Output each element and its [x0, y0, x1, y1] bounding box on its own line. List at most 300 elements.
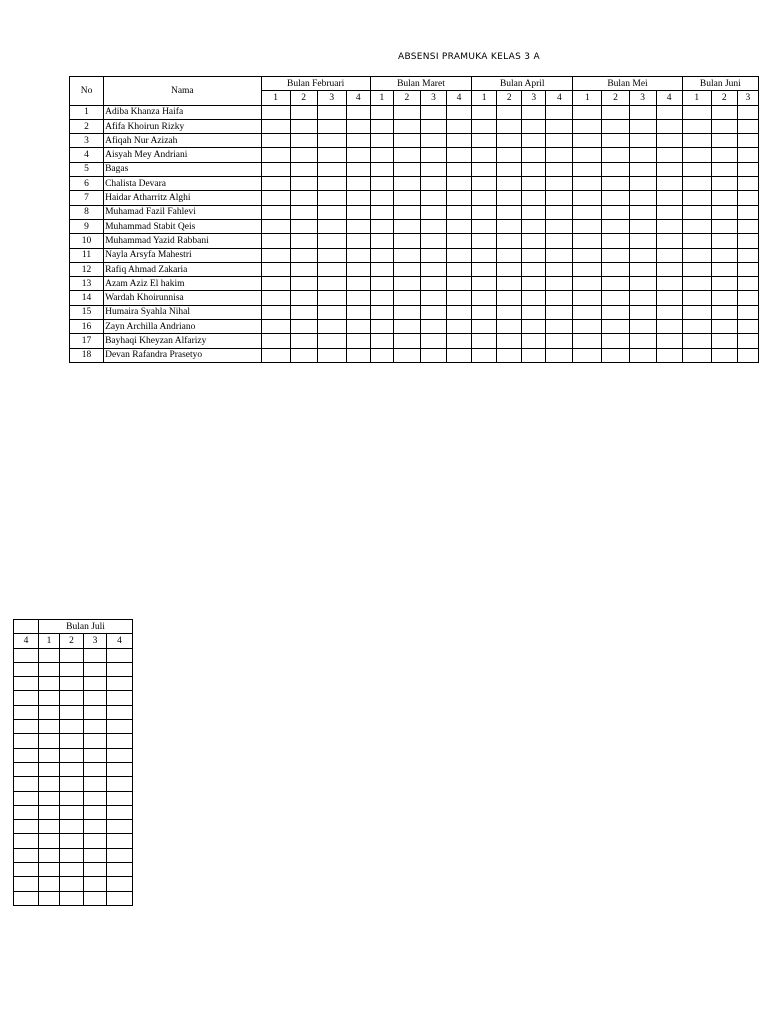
attendance-cell[interactable]	[420, 119, 446, 133]
attendance-cell[interactable]	[107, 805, 133, 819]
attendance-cell[interactable]	[546, 205, 573, 219]
attendance-cell[interactable]	[573, 119, 602, 133]
attendance-cell[interactable]	[629, 191, 656, 205]
attendance-cell[interactable]	[60, 734, 84, 748]
attendance-cell[interactable]	[602, 291, 629, 305]
attendance-cell[interactable]	[261, 205, 290, 219]
attendance-cell[interactable]	[682, 191, 711, 205]
attendance-cell[interactable]	[602, 105, 629, 119]
attendance-cell[interactable]	[573, 305, 602, 319]
attendance-cell[interactable]	[14, 734, 39, 748]
attendance-cell[interactable]	[629, 334, 656, 348]
attendance-cell[interactable]	[290, 162, 317, 176]
attendance-cell[interactable]	[39, 891, 60, 905]
attendance-cell[interactable]	[737, 234, 758, 248]
attendance-cell[interactable]	[573, 162, 602, 176]
attendance-cell[interactable]	[447, 162, 472, 176]
attendance-cell[interactable]	[370, 162, 393, 176]
attendance-cell[interactable]	[629, 219, 656, 233]
attendance-cell[interactable]	[346, 191, 370, 205]
attendance-cell[interactable]	[420, 205, 446, 219]
attendance-cell[interactable]	[107, 734, 133, 748]
attendance-cell[interactable]	[497, 219, 522, 233]
attendance-cell[interactable]	[370, 177, 393, 191]
attendance-cell[interactable]	[317, 291, 346, 305]
attendance-cell[interactable]	[393, 291, 420, 305]
attendance-cell[interactable]	[497, 348, 522, 362]
attendance-cell[interactable]	[393, 277, 420, 291]
attendance-cell[interactable]	[39, 648, 60, 662]
attendance-cell[interactable]	[522, 177, 546, 191]
attendance-cell[interactable]	[60, 834, 84, 848]
attendance-cell[interactable]	[602, 320, 629, 334]
attendance-cell[interactable]	[546, 191, 573, 205]
attendance-cell[interactable]	[711, 348, 737, 362]
attendance-cell[interactable]	[84, 820, 107, 834]
attendance-cell[interactable]	[14, 820, 39, 834]
attendance-cell[interactable]	[370, 119, 393, 133]
attendance-cell[interactable]	[84, 834, 107, 848]
attendance-cell[interactable]	[497, 205, 522, 219]
attendance-cell[interactable]	[393, 191, 420, 205]
attendance-cell[interactable]	[682, 219, 711, 233]
attendance-cell[interactable]	[602, 248, 629, 262]
attendance-cell[interactable]	[656, 105, 682, 119]
attendance-cell[interactable]	[370, 134, 393, 148]
attendance-cell[interactable]	[84, 705, 107, 719]
attendance-cell[interactable]	[472, 291, 497, 305]
attendance-cell[interactable]	[370, 334, 393, 348]
attendance-cell[interactable]	[370, 348, 393, 362]
attendance-cell[interactable]	[39, 848, 60, 862]
attendance-cell[interactable]	[447, 177, 472, 191]
attendance-cell[interactable]	[60, 863, 84, 877]
attendance-cell[interactable]	[573, 262, 602, 276]
attendance-cell[interactable]	[60, 891, 84, 905]
attendance-cell[interactable]	[84, 848, 107, 862]
attendance-cell[interactable]	[107, 705, 133, 719]
attendance-cell[interactable]	[629, 119, 656, 133]
attendance-cell[interactable]	[602, 262, 629, 276]
attendance-cell[interactable]	[656, 320, 682, 334]
attendance-cell[interactable]	[346, 305, 370, 319]
attendance-cell[interactable]	[420, 348, 446, 362]
attendance-cell[interactable]	[261, 277, 290, 291]
attendance-cell[interactable]	[497, 248, 522, 262]
attendance-cell[interactable]	[290, 177, 317, 191]
attendance-cell[interactable]	[107, 791, 133, 805]
attendance-cell[interactable]	[60, 705, 84, 719]
attendance-cell[interactable]	[261, 119, 290, 133]
attendance-cell[interactable]	[107, 720, 133, 734]
attendance-cell[interactable]	[420, 191, 446, 205]
attendance-cell[interactable]	[737, 177, 758, 191]
attendance-cell[interactable]	[682, 277, 711, 291]
attendance-cell[interactable]	[346, 234, 370, 248]
attendance-cell[interactable]	[261, 219, 290, 233]
attendance-cell[interactable]	[737, 119, 758, 133]
attendance-cell[interactable]	[711, 148, 737, 162]
attendance-cell[interactable]	[107, 877, 133, 891]
attendance-cell[interactable]	[60, 848, 84, 862]
attendance-cell[interactable]	[39, 863, 60, 877]
attendance-cell[interactable]	[682, 291, 711, 305]
attendance-cell[interactable]	[39, 834, 60, 848]
attendance-cell[interactable]	[14, 791, 39, 805]
attendance-cell[interactable]	[346, 334, 370, 348]
attendance-cell[interactable]	[447, 334, 472, 348]
attendance-cell[interactable]	[602, 277, 629, 291]
attendance-cell[interactable]	[497, 291, 522, 305]
attendance-cell[interactable]	[472, 320, 497, 334]
attendance-cell[interactable]	[737, 162, 758, 176]
attendance-cell[interactable]	[737, 305, 758, 319]
attendance-cell[interactable]	[546, 177, 573, 191]
attendance-cell[interactable]	[393, 219, 420, 233]
attendance-cell[interactable]	[14, 863, 39, 877]
attendance-cell[interactable]	[317, 162, 346, 176]
attendance-cell[interactable]	[629, 105, 656, 119]
attendance-cell[interactable]	[261, 262, 290, 276]
attendance-cell[interactable]	[573, 134, 602, 148]
attendance-cell[interactable]	[447, 262, 472, 276]
attendance-cell[interactable]	[472, 348, 497, 362]
attendance-cell[interactable]	[420, 277, 446, 291]
attendance-cell[interactable]	[629, 291, 656, 305]
attendance-cell[interactable]	[546, 305, 573, 319]
attendance-cell[interactable]	[420, 262, 446, 276]
attendance-cell[interactable]	[737, 348, 758, 362]
attendance-cell[interactable]	[420, 305, 446, 319]
attendance-cell[interactable]	[370, 291, 393, 305]
attendance-cell[interactable]	[629, 320, 656, 334]
attendance-cell[interactable]	[39, 820, 60, 834]
attendance-cell[interactable]	[656, 334, 682, 348]
attendance-cell[interactable]	[447, 320, 472, 334]
attendance-cell[interactable]	[546, 277, 573, 291]
attendance-cell[interactable]	[84, 691, 107, 705]
attendance-cell[interactable]	[472, 277, 497, 291]
attendance-cell[interactable]	[546, 134, 573, 148]
attendance-cell[interactable]	[393, 305, 420, 319]
attendance-cell[interactable]	[107, 691, 133, 705]
attendance-cell[interactable]	[711, 248, 737, 262]
attendance-cell[interactable]	[546, 291, 573, 305]
attendance-cell[interactable]	[447, 248, 472, 262]
attendance-cell[interactable]	[420, 320, 446, 334]
attendance-cell[interactable]	[737, 291, 758, 305]
attendance-cell[interactable]	[629, 277, 656, 291]
attendance-cell[interactable]	[656, 191, 682, 205]
attendance-cell[interactable]	[573, 105, 602, 119]
attendance-cell[interactable]	[107, 662, 133, 676]
attendance-cell[interactable]	[346, 277, 370, 291]
attendance-cell[interactable]	[14, 677, 39, 691]
attendance-cell[interactable]	[573, 348, 602, 362]
attendance-cell[interactable]	[39, 677, 60, 691]
attendance-cell[interactable]	[290, 291, 317, 305]
attendance-cell[interactable]	[711, 191, 737, 205]
attendance-cell[interactable]	[14, 848, 39, 862]
attendance-cell[interactable]	[317, 305, 346, 319]
attendance-cell[interactable]	[629, 134, 656, 148]
attendance-cell[interactable]	[290, 148, 317, 162]
attendance-cell[interactable]	[711, 177, 737, 191]
attendance-cell[interactable]	[290, 134, 317, 148]
attendance-cell[interactable]	[420, 177, 446, 191]
attendance-cell[interactable]	[317, 105, 346, 119]
attendance-cell[interactable]	[84, 734, 107, 748]
attendance-cell[interactable]	[370, 305, 393, 319]
attendance-cell[interactable]	[546, 348, 573, 362]
attendance-cell[interactable]	[737, 134, 758, 148]
attendance-cell[interactable]	[317, 177, 346, 191]
attendance-cell[interactable]	[14, 705, 39, 719]
attendance-cell[interactable]	[602, 219, 629, 233]
attendance-cell[interactable]	[573, 219, 602, 233]
attendance-cell[interactable]	[39, 705, 60, 719]
attendance-cell[interactable]	[39, 734, 60, 748]
attendance-cell[interactable]	[682, 148, 711, 162]
attendance-cell[interactable]	[261, 348, 290, 362]
attendance-cell[interactable]	[711, 320, 737, 334]
attendance-cell[interactable]	[682, 162, 711, 176]
attendance-cell[interactable]	[602, 334, 629, 348]
attendance-cell[interactable]	[602, 162, 629, 176]
attendance-cell[interactable]	[60, 777, 84, 791]
attendance-cell[interactable]	[317, 219, 346, 233]
attendance-cell[interactable]	[60, 662, 84, 676]
attendance-cell[interactable]	[60, 762, 84, 776]
attendance-cell[interactable]	[656, 134, 682, 148]
attendance-cell[interactable]	[497, 277, 522, 291]
attendance-cell[interactable]	[393, 134, 420, 148]
attendance-cell[interactable]	[737, 262, 758, 276]
attendance-cell[interactable]	[472, 262, 497, 276]
attendance-cell[interactable]	[472, 119, 497, 133]
attendance-cell[interactable]	[39, 791, 60, 805]
attendance-cell[interactable]	[60, 805, 84, 819]
attendance-cell[interactable]	[682, 234, 711, 248]
attendance-cell[interactable]	[393, 148, 420, 162]
attendance-cell[interactable]	[522, 262, 546, 276]
attendance-cell[interactable]	[261, 334, 290, 348]
attendance-cell[interactable]	[420, 248, 446, 262]
attendance-cell[interactable]	[346, 348, 370, 362]
attendance-cell[interactable]	[447, 219, 472, 233]
attendance-cell[interactable]	[602, 119, 629, 133]
attendance-cell[interactable]	[497, 262, 522, 276]
attendance-cell[interactable]	[317, 262, 346, 276]
attendance-cell[interactable]	[737, 320, 758, 334]
attendance-cell[interactable]	[261, 248, 290, 262]
attendance-cell[interactable]	[472, 105, 497, 119]
attendance-cell[interactable]	[682, 134, 711, 148]
attendance-cell[interactable]	[60, 720, 84, 734]
attendance-cell[interactable]	[14, 762, 39, 776]
attendance-cell[interactable]	[346, 119, 370, 133]
attendance-cell[interactable]	[682, 334, 711, 348]
attendance-cell[interactable]	[629, 205, 656, 219]
attendance-cell[interactable]	[107, 834, 133, 848]
attendance-cell[interactable]	[393, 119, 420, 133]
attendance-cell[interactable]	[711, 334, 737, 348]
attendance-cell[interactable]	[546, 148, 573, 162]
attendance-cell[interactable]	[522, 105, 546, 119]
attendance-cell[interactable]	[497, 105, 522, 119]
attendance-cell[interactable]	[737, 205, 758, 219]
attendance-cell[interactable]	[602, 205, 629, 219]
attendance-cell[interactable]	[447, 105, 472, 119]
attendance-cell[interactable]	[84, 863, 107, 877]
attendance-cell[interactable]	[656, 305, 682, 319]
attendance-cell[interactable]	[682, 205, 711, 219]
attendance-cell[interactable]	[290, 248, 317, 262]
attendance-cell[interactable]	[107, 748, 133, 762]
attendance-cell[interactable]	[737, 148, 758, 162]
attendance-cell[interactable]	[14, 662, 39, 676]
attendance-cell[interactable]	[14, 805, 39, 819]
attendance-cell[interactable]	[370, 262, 393, 276]
attendance-cell[interactable]	[84, 891, 107, 905]
attendance-cell[interactable]	[420, 291, 446, 305]
attendance-cell[interactable]	[39, 877, 60, 891]
attendance-cell[interactable]	[711, 277, 737, 291]
attendance-cell[interactable]	[546, 262, 573, 276]
attendance-cell[interactable]	[497, 134, 522, 148]
attendance-cell[interactable]	[261, 320, 290, 334]
attendance-cell[interactable]	[522, 334, 546, 348]
attendance-cell[interactable]	[656, 162, 682, 176]
attendance-cell[interactable]	[39, 762, 60, 776]
attendance-cell[interactable]	[573, 191, 602, 205]
attendance-cell[interactable]	[629, 148, 656, 162]
attendance-cell[interactable]	[522, 148, 546, 162]
attendance-cell[interactable]	[39, 691, 60, 705]
attendance-cell[interactable]	[393, 334, 420, 348]
attendance-cell[interactable]	[346, 262, 370, 276]
attendance-cell[interactable]	[472, 219, 497, 233]
attendance-cell[interactable]	[522, 291, 546, 305]
attendance-cell[interactable]	[656, 148, 682, 162]
attendance-cell[interactable]	[346, 291, 370, 305]
attendance-cell[interactable]	[107, 677, 133, 691]
attendance-cell[interactable]	[420, 234, 446, 248]
attendance-cell[interactable]	[573, 291, 602, 305]
attendance-cell[interactable]	[317, 334, 346, 348]
attendance-cell[interactable]	[290, 234, 317, 248]
attendance-cell[interactable]	[346, 219, 370, 233]
attendance-cell[interactable]	[656, 234, 682, 248]
attendance-cell[interactable]	[393, 105, 420, 119]
attendance-cell[interactable]	[60, 691, 84, 705]
attendance-cell[interactable]	[711, 134, 737, 148]
attendance-cell[interactable]	[420, 105, 446, 119]
attendance-cell[interactable]	[472, 334, 497, 348]
attendance-cell[interactable]	[546, 162, 573, 176]
attendance-cell[interactable]	[447, 191, 472, 205]
attendance-cell[interactable]	[39, 720, 60, 734]
attendance-cell[interactable]	[682, 177, 711, 191]
attendance-cell[interactable]	[14, 720, 39, 734]
attendance-cell[interactable]	[497, 234, 522, 248]
attendance-cell[interactable]	[711, 219, 737, 233]
attendance-cell[interactable]	[317, 148, 346, 162]
attendance-cell[interactable]	[497, 177, 522, 191]
attendance-cell[interactable]	[346, 162, 370, 176]
attendance-cell[interactable]	[84, 762, 107, 776]
attendance-cell[interactable]	[393, 348, 420, 362]
attendance-cell[interactable]	[447, 205, 472, 219]
attendance-cell[interactable]	[682, 105, 711, 119]
attendance-cell[interactable]	[84, 648, 107, 662]
attendance-cell[interactable]	[472, 134, 497, 148]
attendance-cell[interactable]	[84, 791, 107, 805]
attendance-cell[interactable]	[522, 320, 546, 334]
attendance-cell[interactable]	[447, 348, 472, 362]
attendance-cell[interactable]	[447, 134, 472, 148]
attendance-cell[interactable]	[14, 891, 39, 905]
attendance-cell[interactable]	[290, 305, 317, 319]
attendance-cell[interactable]	[711, 291, 737, 305]
attendance-cell[interactable]	[84, 777, 107, 791]
attendance-cell[interactable]	[290, 119, 317, 133]
attendance-cell[interactable]	[602, 148, 629, 162]
attendance-cell[interactable]	[84, 748, 107, 762]
attendance-cell[interactable]	[14, 748, 39, 762]
attendance-cell[interactable]	[522, 162, 546, 176]
attendance-cell[interactable]	[602, 191, 629, 205]
attendance-cell[interactable]	[107, 762, 133, 776]
attendance-cell[interactable]	[522, 277, 546, 291]
attendance-cell[interactable]	[602, 348, 629, 362]
attendance-cell[interactable]	[682, 248, 711, 262]
attendance-cell[interactable]	[84, 805, 107, 819]
attendance-cell[interactable]	[522, 305, 546, 319]
attendance-cell[interactable]	[522, 119, 546, 133]
attendance-cell[interactable]	[497, 162, 522, 176]
attendance-cell[interactable]	[290, 320, 317, 334]
attendance-cell[interactable]	[711, 119, 737, 133]
attendance-cell[interactable]	[447, 119, 472, 133]
attendance-cell[interactable]	[346, 205, 370, 219]
attendance-cell[interactable]	[261, 305, 290, 319]
attendance-cell[interactable]	[370, 277, 393, 291]
attendance-cell[interactable]	[472, 305, 497, 319]
attendance-cell[interactable]	[546, 105, 573, 119]
attendance-cell[interactable]	[447, 305, 472, 319]
attendance-cell[interactable]	[711, 234, 737, 248]
attendance-cell[interactable]	[370, 148, 393, 162]
attendance-cell[interactable]	[497, 305, 522, 319]
attendance-cell[interactable]	[737, 277, 758, 291]
attendance-cell[interactable]	[656, 291, 682, 305]
attendance-cell[interactable]	[261, 105, 290, 119]
attendance-cell[interactable]	[370, 320, 393, 334]
attendance-cell[interactable]	[370, 105, 393, 119]
attendance-cell[interactable]	[682, 348, 711, 362]
attendance-cell[interactable]	[107, 863, 133, 877]
attendance-cell[interactable]	[629, 234, 656, 248]
attendance-cell[interactable]	[447, 291, 472, 305]
attendance-cell[interactable]	[497, 320, 522, 334]
attendance-cell[interactable]	[39, 777, 60, 791]
attendance-cell[interactable]	[629, 305, 656, 319]
attendance-cell[interactable]	[472, 162, 497, 176]
attendance-cell[interactable]	[522, 205, 546, 219]
attendance-cell[interactable]	[60, 677, 84, 691]
attendance-cell[interactable]	[290, 277, 317, 291]
